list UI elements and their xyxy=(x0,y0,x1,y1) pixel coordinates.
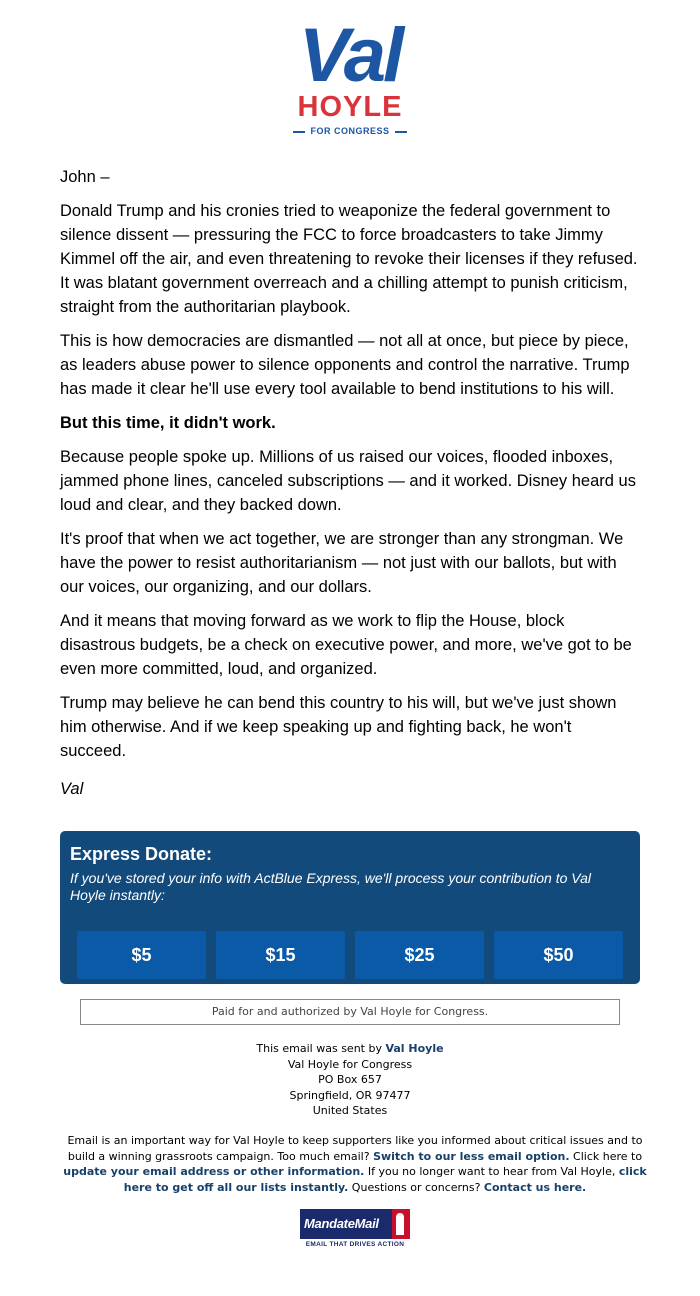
greeting: John – xyxy=(60,168,110,186)
express-donate-box xyxy=(60,831,640,984)
logo-dash-right xyxy=(395,131,407,133)
email-body xyxy=(60,165,640,811)
donate-15-button[interactable]: $15 xyxy=(216,931,345,979)
header-logo-area xyxy=(0,10,700,145)
logo-surname: HOYLE xyxy=(297,91,403,123)
address-line: PO Box 657 xyxy=(318,1073,382,1086)
contact-link[interactable]: Contact us here. xyxy=(483,1180,587,1194)
donate-amounts xyxy=(77,931,623,979)
body-paragraph: Because people spoke up. Millions of us raised our voices, flooded inboxes, jammed phone lines, canceled subscriptions — and it worked. Disney heard us loud and clear, and they backed down. xyxy=(60,448,636,514)
footer-text: Questions or concerns? xyxy=(348,1180,484,1194)
address-line: Val Hoyle for Congress xyxy=(287,1057,413,1071)
donate-title: Express Donate: xyxy=(70,844,213,864)
footer-text: If you no longer want to hear from Val Hoyle, xyxy=(364,1165,619,1178)
donate-50-button[interactable]: $50 xyxy=(494,931,623,979)
sent-by-text: This email was sent by xyxy=(256,1042,386,1055)
body-paragraph: And it means that moving forward as we work to flip the House, block disastrous budgets, be a check on executive power, and more, we've got to be even more committed, loud, and organized. xyxy=(60,612,632,678)
body-paragraph-bold: But this time, it didn't work. xyxy=(60,414,276,432)
badge-banner xyxy=(300,1209,410,1239)
unsubscribe-link[interactable]: click here to get off all our lists instantly. xyxy=(123,1165,647,1194)
less-email-link[interactable]: Switch to our less email option. xyxy=(373,1149,570,1163)
sent-by-line xyxy=(0,1041,700,1057)
signature: Val xyxy=(60,780,84,798)
body-paragraph: It's proof that when we act together, we are stronger than any strongman. We have the power to resist authoritarianism — not just with our ballots, but with our voices, our organizing, and our dollars. xyxy=(60,530,624,596)
paid-for-disclaimer: Paid for and authorized by Val Hoyle for Congress. xyxy=(80,999,620,1025)
update-email-link[interactable]: update your email address or other information. xyxy=(63,1165,365,1178)
logo-dash-left xyxy=(293,131,305,133)
footer-text: Email is an important way for Val Hoyle to keep supporters like you informed about critical issues and to build a winning grassroots campaign. Too much email? xyxy=(67,1134,643,1163)
footer-note xyxy=(58,1133,652,1195)
address-line: United States xyxy=(312,1104,388,1117)
badge-name: MandateMail xyxy=(304,1216,379,1231)
footer-address xyxy=(0,1041,700,1119)
donate-5-button[interactable]: $5 xyxy=(77,931,206,979)
sender-link[interactable]: Val Hoyle xyxy=(385,1042,444,1055)
donate-description: If you've stored your info with ActBlue Express, we'll process your contribution to Val Hoyle instantly: xyxy=(70,870,591,903)
donate-25-button[interactable]: $25 xyxy=(355,931,484,979)
campaign-logo[interactable] xyxy=(270,10,430,140)
logo-tagline: FOR CONGRESS xyxy=(310,126,390,136)
badge-tagline: EMAIL THAT DRIVES ACTION xyxy=(305,1241,405,1248)
footer-text: Click here to xyxy=(569,1149,643,1163)
body-paragraph: Donald Trump and his cronies tried to weaponize the federal government to silence dissent — pressuring the FCC to force broadcasters to take Jimmy Kimmel off the air, and even threatening to revoke their licenses if they refused. It was blatant government overreach and a chilling attempt to punish criticism, straight from the authoritarian playbook. xyxy=(60,202,638,316)
body-paragraph: This is how democracies are dismantled — not all at once, but piece by piece, as leaders abuse power to silence opponents and control the narrative. Trump has made it clear he'll use every tool available to bend institutions to his will. xyxy=(60,332,630,398)
badge-figure-icon xyxy=(392,1209,410,1239)
address-line: Springfield, OR 97477 xyxy=(289,1088,411,1102)
body-paragraph: Trump may believe he can bend this country to his will, but we've just shown him otherwise. And if we keep speaking up and fighting back, he won't succeed. xyxy=(60,694,617,760)
logo-name: Val xyxy=(298,13,402,98)
logo-tagline-row xyxy=(270,125,430,137)
mandatemail-badge[interactable] xyxy=(300,1209,410,1251)
